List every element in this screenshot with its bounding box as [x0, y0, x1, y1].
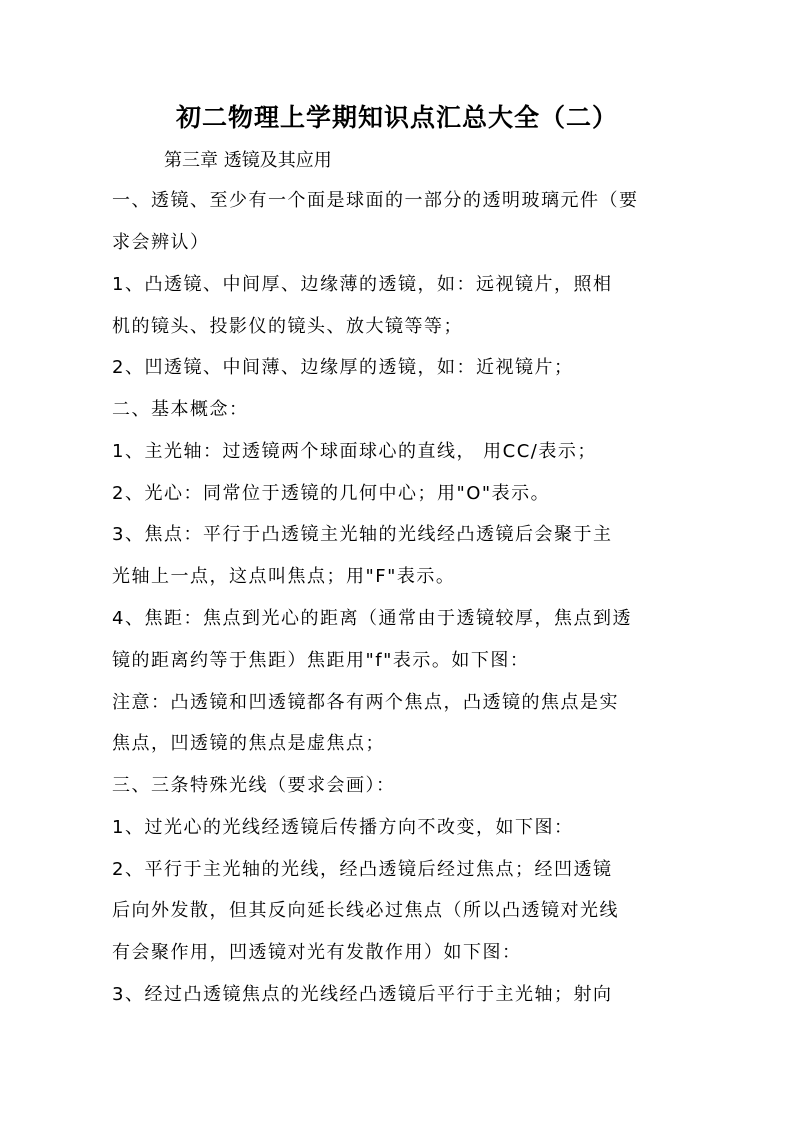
- text-line: 有会聚作用，凹透镜对光有发散作用）如下图：: [112, 942, 522, 963]
- document-title: 初二物理上学期知识点汇总大全（二）: [175, 103, 618, 132]
- text-line: 2、平行于主光轴的光线，经凸透镜后经过焦点；经凹透镜: [112, 859, 613, 880]
- text-line: 机的镜头、投影仪的镜头、放大镜等等；: [112, 316, 463, 337]
- text-line: 镜的距离约等于焦距）焦距用"f"表示。如下图：: [112, 650, 530, 671]
- text-line: 3、焦点：平行于凸透镜主光轴的光线经凸透镜后会聚于主: [112, 524, 613, 545]
- text-line: 后向外发散，但其反向延长线必过焦点（所以凸透镜对光线: [112, 900, 619, 921]
- text-line: 1、过光心的光线经透镜后传播方向不改变，如下图：: [112, 817, 574, 838]
- text-line: 1、主光轴：过透镜两个球面球心的直线， 用CC/表示；: [112, 441, 597, 462]
- text-line: 2、凹透镜、中间薄、边缘厚的透镜，如：近视镜片；: [112, 357, 574, 378]
- text-line: 求会辨认）: [112, 232, 210, 253]
- text-line: 焦点，凹透镜的焦点是虚焦点；: [112, 733, 385, 754]
- chapter-heading: 第三章 透镜及其应用: [164, 150, 332, 171]
- text-line: 3、经过凸透镜焦点的光线经凸透镜后平行于主光轴；射向: [112, 984, 613, 1005]
- text-line: 2、光心：同常位于透镜的几何中心；用"O"表示。: [112, 483, 551, 504]
- text-line: 光轴上一点，这点叫焦点；用"F"表示。: [112, 566, 456, 587]
- text-line: 三、三条特殊光线（要求会画）：: [112, 775, 396, 796]
- text-line: 注意：凸透镜和凹透镜都各有两个焦点，凸透镜的焦点是实: [112, 692, 619, 713]
- text-line: 一、透镜、至少有一个面是球面的一部分的透明玻璃元件（要: [112, 190, 639, 211]
- text-line: 1、凸透镜、中间厚、边缘薄的透镜，如：远视镜片，照相: [112, 274, 613, 295]
- text-line: 二、基本概念：: [112, 399, 249, 420]
- text-line: 4、焦距：焦点到光心的距离（通常由于透镜较厚，焦点到透: [112, 608, 632, 629]
